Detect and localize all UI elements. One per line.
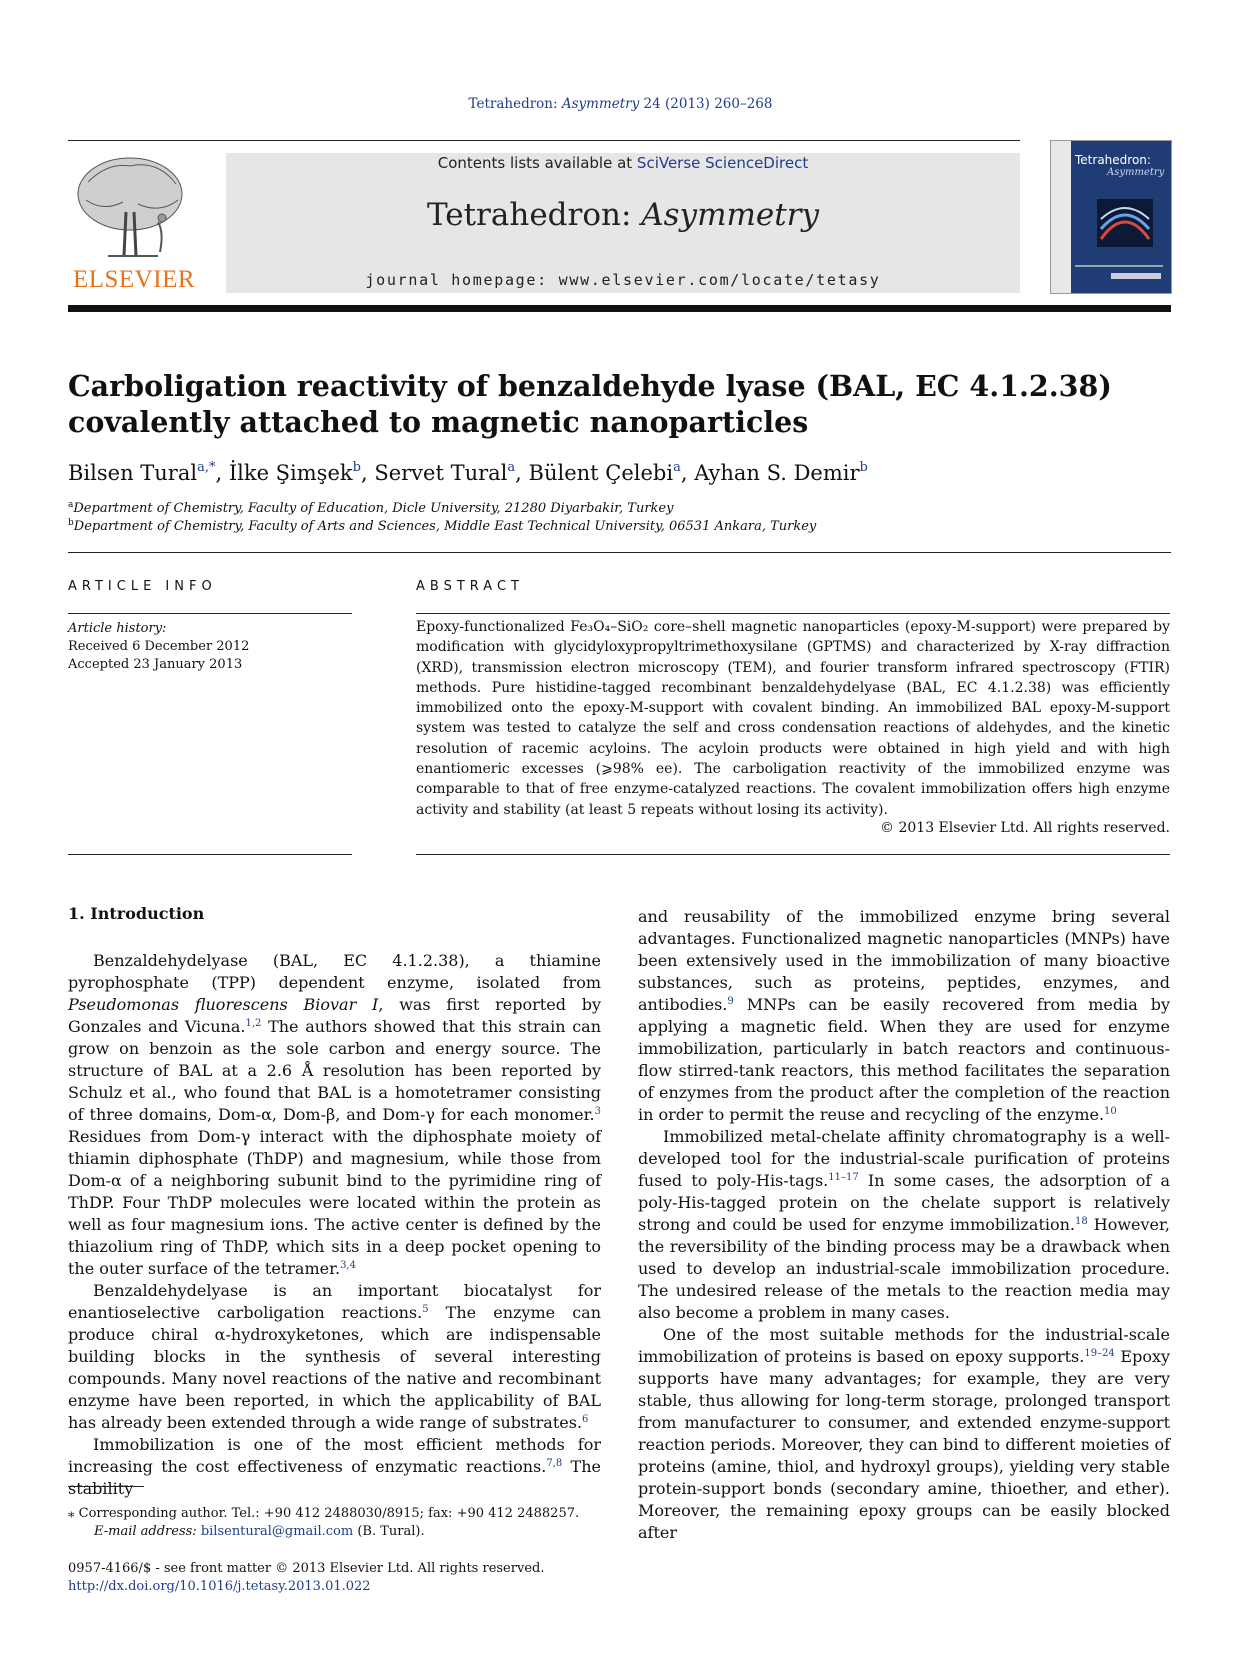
author-affil-mark[interactable]: b [859, 460, 868, 475]
elsevier-logo [68, 152, 200, 294]
affiliation-a [68, 500, 1171, 516]
affiliation-text: Department of Chemistry, Faculty of Arts and Sciences, Middle East Technical University, 06531 Ankara, Turkey [73, 519, 817, 534]
author-affil-mark[interactable]: a,* [197, 460, 216, 475]
text-run: Benzaldehydelyase (BAL, EC 4.1.2.38), a thiamine pyrophosphate (TPP) dependent enzyme, isolated from [68, 951, 601, 992]
history-received: Received 6 December 2012 [68, 639, 250, 654]
elsevier-wordmark: ELSEVIER [72, 266, 196, 293]
email-link[interactable]: bilsentural@gmail.com [200, 1524, 354, 1539]
cover-subtitle: Asymmetry [1107, 167, 1165, 178]
affiliation-mark: b [68, 518, 74, 528]
journal-name-italic: Asymmetry [641, 197, 820, 233]
reference-link[interactable]: 3,4 [340, 1260, 356, 1271]
journal-name-main: Tetrahedron: [426, 197, 642, 233]
text-run: Epoxy supports have many advantages; for example, they are very stable, thus allowing for long-term storage, prolonged transport from manufacturer to consumer, and extended enzyme-support reaction periods. Moreover, they can bind to different moieties of proteins (amine, thiol, and hydroxyl groups), yielding very stable protein-support bonds (secondary amine, thioether, and ether). Moreover, the remaining epoxy groups can be easily blocked after [638, 1347, 1171, 1542]
footnote-line-2 [68, 1523, 601, 1541]
abstract-copyright: © 2013 Elsevier Ltd. All rights reserved. [880, 820, 1170, 836]
footnote-rule [68, 1486, 144, 1487]
journal-citation[interactable] [0, 96, 1241, 112]
author-name: İlke Şimşek [228, 461, 353, 485]
abstract-heading: ABSTRACT [416, 579, 524, 594]
reference-link[interactable]: 3 [594, 1106, 601, 1117]
intro-paragraph-3 [68, 1434, 601, 1500]
abstract-rule [416, 613, 1170, 614]
text-run: The authors showed that this strain can grow on benzoin as the sole carbon and energy source. The structure of BAL at a 2.6 Å resolution has been reported by Schulz et al., who found that BAL is a homotetramer consisting of three domains, Dom-α, Dom-β, and Dom-γ for each monomer. [68, 1017, 601, 1124]
species-name: Pseudomonas fluorescens Biovar I [68, 995, 379, 1014]
article-history [68, 620, 352, 674]
contents-available [226, 154, 1020, 172]
email-suffix: (B. Tural). [353, 1524, 425, 1539]
author-name: Servet Tural [374, 461, 508, 485]
text-run: Residues from Dom-γ interact with the diphosphate moiety of thiamin diphosphate (ThDP) and magnesium, while those from Dom-α of a neighboring subunit bind to the pyrimidine ring of ThDP. Four ThDP molecules were located within the protein as well as four magnesium ions. The active center is defined by the thiazolium ring of ThDP, which sits in a deep pocket opening to the outer surface of the tetramer. [68, 1127, 601, 1278]
intro-paragraph-4 [638, 906, 1170, 1126]
elsevier-tree-icon [68, 152, 200, 264]
journal-cover-thumbnail[interactable] [1050, 140, 1172, 294]
author-affil-mark[interactable]: b [352, 460, 361, 475]
affiliation-rule [68, 552, 1171, 553]
text-run: However, the reversibility of the binding process may be a drawback when used to develop an industrial-scale immobilization procedure. The undesired release of the metals to the reaction media may also become a problem in many cases. [638, 1215, 1170, 1322]
sciencedirect-link[interactable]: SciVerse ScienceDirect [636, 154, 809, 172]
journal-name [226, 197, 1020, 233]
author-name: Bülent Çelebi [528, 461, 674, 485]
text-run: Immobilization is one of the most efficient methods for increasing the cost effectiveness of enzymatic reactions. [68, 1435, 601, 1476]
affiliation-mark: a [68, 500, 74, 510]
author-3[interactable] [374, 461, 515, 485]
cover-title: Tetrahedron: [1075, 153, 1151, 167]
text-run: In some cases, the adsorption of a poly-His-tagged protein on the chelate support is relatively strong and could be used for enzyme immobilization. [638, 1171, 1171, 1234]
contents-prefix: Contents lists available at [437, 154, 637, 172]
journal-header-box [226, 153, 1020, 293]
author-2[interactable] [229, 461, 361, 485]
corresponding-author-footnote [68, 1505, 601, 1541]
history-accepted: Accepted 23 January 2013 [68, 657, 243, 672]
reference-link[interactable]: 7,8 [546, 1458, 563, 1469]
text-run: The enzyme can produce chiral α-hydroxyketones, which are indispensable building blocks in the synthesis of several interesting compounds. Many novel reactions of the native and recombinant enzyme have been reported, in which the applicability of BAL has already been extended through a wide range of substrates. [68, 1303, 602, 1432]
footnote-mark: ⁎ [68, 1506, 75, 1521]
section-heading-introduction: 1. Introduction [68, 904, 205, 923]
text-run: and reusability of the immobilized enzyme bring several advantages. Functionalized magnetic nanoparticles (MNPs) have been extensively used in the immobilization of many bioactive substances, such as proteins, peptides, enzymes, and antibodies. [638, 907, 1170, 1014]
text-run: , was first reported by Gonzales and Vicuna. [68, 995, 601, 1036]
cover-spine [1051, 141, 1071, 293]
body-column-left [68, 950, 601, 1500]
abstract-bottom-rule [416, 854, 1170, 855]
reference-link[interactable]: 1,2 [245, 1018, 262, 1029]
article-title: Carboligation reactivity of benzaldehyde lyase (BAL, EC 4.1.2.38) covalently attached to magnetic nanoparticles [68, 369, 1112, 439]
footnote-text: Corresponding author. Tel.: +90 412 2488030/8915; fax: +90 412 2488257. [74, 1506, 580, 1521]
cover-publisher-mark [1111, 273, 1161, 279]
reference-link[interactable]: 18 [1075, 1216, 1088, 1227]
affiliation-b [68, 518, 1171, 534]
reference-link[interactable]: 5 [422, 1304, 429, 1315]
citation-journal: Tetrahedron: [468, 96, 562, 112]
history-label: Article history: [68, 621, 167, 636]
author-1[interactable] [68, 461, 215, 485]
header-top-rule [68, 140, 1020, 141]
email-label: E-mail address: [94, 1524, 201, 1539]
abstract-text: Epoxy-functionalized Fe₃O₄–SiO₂ core–shell magnetic nanoparticles (epoxy-M-support) were prepared by modification with glycidyloxypropyltrimethoxysilane (GPTMS) and characterized by X-ray diffraction (XRD), transmission electron microscopy (TEM), and fourier transform infrared spectroscopy (FTIR) methods. Pure histidine-tagged recombinant benzaldehydelyase (BAL, EC 4.1.2.38) was efficiently immobilized onto the epoxy-M-support with covalent binding. An immobilized BAL epoxy-M-support system was tested to catalyze the self and cross condensation reactions of aldehydes, and the kinetic resolution of racemic acyloins. The acyloin products were obtained in high yield and with high enantiomeric excesses (⩾98% ee). The carboligation reactivity of the immobilized enzyme was comparable to that of free enzyme-catalyzed reactions. The covalent immobilization offers high enzyme activity and stability (at least 5 repeats without losing its activity). [416, 619, 1170, 818]
doi-link[interactable]: http://dx.doi.org/10.1016/j.tetasy.2013.01.022 [68, 1579, 371, 1594]
intro-paragraph-2 [68, 1280, 601, 1434]
citation-volume: 24 (2013) 260–268 [639, 96, 773, 112]
header-bottom-rule [68, 305, 1171, 312]
issn-doi-block [68, 1560, 601, 1596]
author-name: Bilsen Tural [68, 461, 198, 485]
intro-paragraph-6 [638, 1324, 1170, 1544]
author-affil-mark[interactable]: a [673, 460, 681, 475]
text-run: The stability [68, 1457, 602, 1498]
issn-line: 0957-4166/$ - see front matter © 2013 Elsevier Ltd. All rights reserved. [68, 1561, 545, 1576]
text-run: Immobilized metal-chelate affinity chromatography is a well-developed tool for the industrial-scale purification of proteins fused to poly-His-tags. [638, 1127, 1170, 1190]
text-run: One of the most suitable methods for the industrial-scale immobilization of proteins is based on epoxy supports. [638, 1325, 1170, 1366]
footnote-line-1 [68, 1505, 601, 1523]
article-info-bottom-rule [68, 854, 352, 855]
journal-homepage-link[interactable]: journal homepage: www.elsevier.com/locate/tetasy [365, 271, 881, 289]
text-run: MNPs can be easily recovered from media by applying a magnetic field. When they are used for enzyme immobilization, particularly in batch reactors and continuous-flow stirred-tank reactors, this method facilitates the separation of enzymes from the product after the completion of the reaction in order to permit the reuse and recycling of the enzyme. [638, 995, 1170, 1124]
reference-link[interactable]: 10 [1104, 1106, 1117, 1117]
article-info-rule [68, 613, 352, 614]
author-affil-mark[interactable]: a [507, 460, 516, 475]
author-list: Bilsen Tural$^{a,*}$, İlke Şimşek$^b$, Servet Tural$^a$, Bülent Çelebi$^a$, Ayhan S. Demir$^b$ [68, 460, 868, 485]
intro-paragraph-1 [68, 950, 601, 1280]
reference-link[interactable]: 11–17 [828, 1172, 859, 1183]
reference-link[interactable]: 9 [727, 996, 734, 1007]
text-run: Benzaldehydelyase is an important biocatalyst for enantioselective carboligation reactions. [68, 1281, 601, 1322]
body-column-right [638, 906, 1170, 1544]
author-5[interactable] [694, 461, 868, 485]
reference-link[interactable]: 6 [582, 1414, 589, 1425]
intro-paragraph-5 [638, 1126, 1170, 1324]
cover-line [1075, 265, 1163, 267]
author-4[interactable] [529, 461, 681, 485]
reference-link[interactable]: 19–24 [1084, 1348, 1115, 1359]
article-info-heading: ARTICLE INFO [68, 579, 217, 594]
citation-journal-italic: Asymmetry [561, 96, 640, 112]
author-name: Ayhan S. Demir [694, 461, 860, 485]
affiliation-text: Department of Chemistry, Faculty of Education, Dicle University, 21280 Diyarbakir, Turkey [73, 501, 674, 516]
cover-artwork-icon [1097, 199, 1153, 247]
